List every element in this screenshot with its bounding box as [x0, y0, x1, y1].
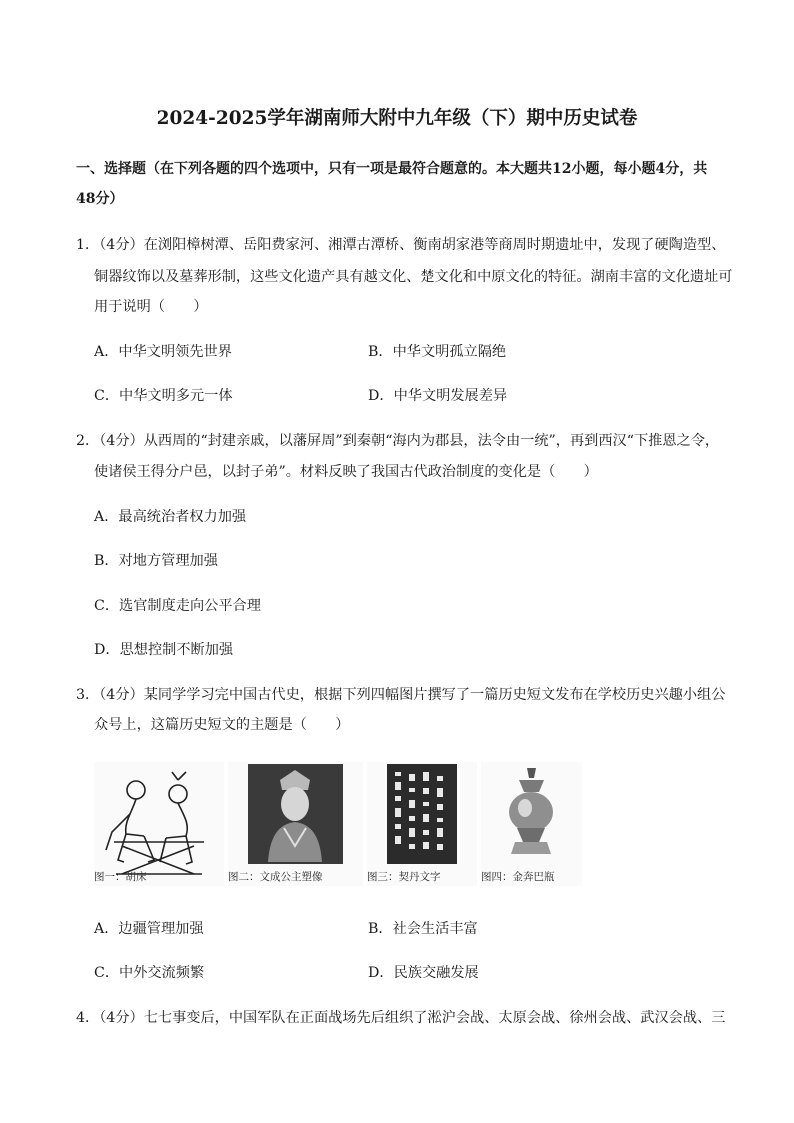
q2-stem-line2: 使诸侯王得分户邑，以封子弟”。材料反映了我国古代政治制度的变化是（ ） [94, 464, 598, 480]
q2-option-b[interactable]: B．对地方管理加强 [94, 553, 218, 569]
figure-wencheng-statue [228, 762, 363, 886]
page-title: 2024-2025学年湖南师大附中九年级（下）期中历史试卷 [156, 108, 638, 129]
q2-option-c[interactable]: C．选官制度走向公平合理 [94, 598, 261, 614]
golden-vase-drawing [481, 762, 582, 886]
fig4-caption: 图四：金奔巴瓶 [481, 871, 555, 883]
figure-golden-vase [481, 762, 582, 886]
wencheng-statue-drawing [228, 762, 363, 886]
q1-stem-line2: 铜器纹饰以及墓葬形制，这些文化遗产具有越文化、楚文化和中原文化的特征。湖南丰富的文化遗址可 [94, 269, 733, 285]
q4-stem-line1: 4．（4分）七七事变后，中国军队在正面战场先后组织了淞沪会战、太原会战、徐州会战、武汉会战、三 [76, 1010, 726, 1026]
fig3-caption: 图三：契丹文字 [367, 871, 441, 883]
figure-khitan-script [367, 762, 477, 886]
q1-option-d[interactable]: D．中华文明发展差异 [368, 388, 508, 404]
q3-option-d[interactable]: D．民族交融发展 [368, 965, 479, 981]
q3-stem-line2: 众号上，这篇历史短文的主题是（ ） [94, 717, 350, 733]
section-heading-line1: 一、选择题（在下列各题的四个选项中，只有一项是最符合题意的。本大题共12小题，每小题4分，共 [76, 161, 708, 177]
q1-stem-line3: 用于说明（ ） [94, 299, 208, 315]
q2-option-d[interactable]: D．思想控制不断加强 [94, 642, 234, 658]
q1-stem-line1: 1．（4分）在浏阳樟树潭、岳阳费家河、湘潭古潭桥、衡南胡家港等商周时期遗址中，发现了硬陶造型、 [76, 237, 726, 253]
q1-option-b[interactable]: B．中华文明孤立隔绝 [368, 344, 507, 360]
section-heading-line2: 48分） [76, 191, 124, 207]
q2-option-a[interactable]: A．最高统治者权力加强 [94, 509, 247, 525]
fig1-caption: 图一：胡床 [94, 871, 147, 883]
q3-stem-line1: 3．（4分）某同学学习完中国古代史，根据下列四幅图片撰写了一篇历史短文发布在学校历史兴趣小组公 [76, 687, 726, 703]
q3-figure-strip [94, 762, 582, 886]
q1-option-a[interactable]: A．中华文明领先世界 [94, 344, 232, 360]
khitan-script-drawing [367, 762, 477, 886]
figure-hu-chuang [94, 762, 224, 886]
fig2-caption: 图二：文成公主塑像 [228, 871, 323, 883]
q3-option-a[interactable]: A．边疆管理加强 [94, 921, 204, 937]
q1-option-c[interactable]: C．中华文明多元一体 [94, 388, 233, 404]
q3-option-b[interactable]: B．社会生活丰富 [368, 921, 478, 937]
q3-option-c[interactable]: C．中外交流频繁 [94, 965, 205, 981]
q2-stem-line1: 2．（4分）从西周的“封建亲戚，以藩屏周”到秦朝“海内为郡县，法令由一统”，再到西汉“下推恩之令， [76, 433, 720, 449]
hu-chuang-drawing [94, 762, 224, 886]
